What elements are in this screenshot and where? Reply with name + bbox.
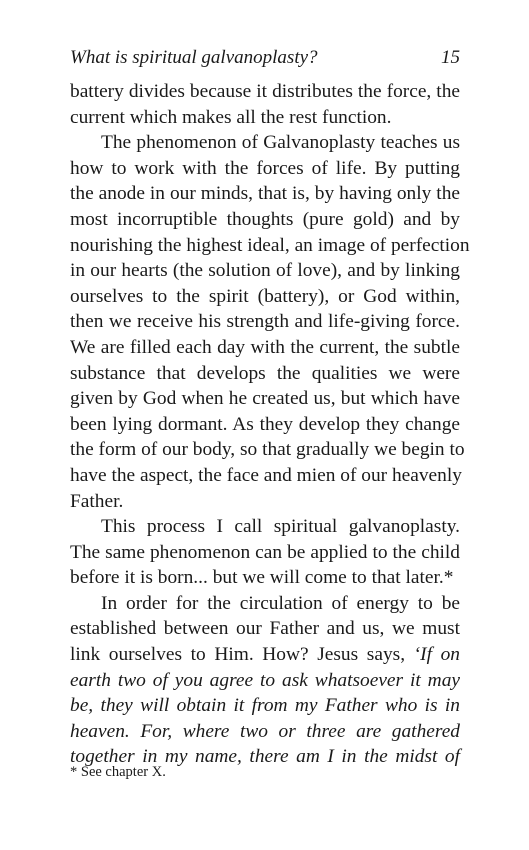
text-line: substance that develops the qualities we were bbox=[70, 362, 460, 384]
quote-line: together in my name, there am I in the midst of bbox=[70, 746, 460, 768]
footnote: * See chapter X. bbox=[70, 764, 166, 780]
chapter-title: What is spiritual galvanoplasty? bbox=[70, 47, 318, 68]
text-line: given by God when he created us, but which have bbox=[70, 388, 460, 410]
quote-line: heaven. For, where two or three are gathered bbox=[70, 720, 460, 742]
text-line: the anode in our minds, that is, by having only the bbox=[70, 183, 460, 205]
body-text bbox=[70, 79, 470, 770]
text-line: have the aspect, the face and mien of our heavenly bbox=[70, 464, 462, 486]
text-line: nourishing the highest ideal, an image of perfection bbox=[70, 234, 470, 256]
quote-line: be, they will obtain it from my Father who is in bbox=[70, 695, 460, 717]
text-line: battery divides because it distributes the force, the bbox=[70, 81, 460, 102]
text-line: The same phenomenon can be applied to the child bbox=[70, 541, 460, 563]
text-line: Father. bbox=[70, 490, 124, 512]
text-line: before it is born... but we will come to that later.* bbox=[70, 567, 454, 589]
text-line: This process I call spiritual galvanoplasty. bbox=[101, 516, 460, 538]
text-line-lead: link ourselves to Him. How? Jesus says, bbox=[70, 644, 414, 666]
text-line: most incorruptible thoughts (pure gold) and by bbox=[70, 208, 460, 230]
quote-line: earth two of you agree to ask whatsoever it may bbox=[70, 669, 460, 691]
running-head bbox=[70, 44, 460, 72]
text-line: We are filled each day with the current, the subtle bbox=[70, 336, 460, 358]
text-line: In order for the circulation of energy to be bbox=[101, 592, 460, 614]
text-line: been lying dormant. As they develop they change bbox=[70, 413, 460, 435]
text-line: in our hearts (the solution of love), and by linking bbox=[70, 260, 460, 282]
text-line bbox=[70, 642, 460, 668]
text-line: The phenomenon of Galvanoplasty teaches us bbox=[101, 132, 460, 154]
text-line: ourselves to the spirit (battery), or God within, bbox=[70, 285, 460, 307]
text-line: then we receive his strength and life-giving force. bbox=[70, 311, 460, 333]
text-line: established between our Father and us, we must bbox=[70, 618, 460, 640]
text-line: current which makes all the rest function. bbox=[70, 106, 392, 128]
quote-start: ‘If on bbox=[413, 644, 460, 666]
text-line: how to work with the forces of life. By putting bbox=[70, 157, 460, 179]
text-line: the form of our body, so that gradually we begin to bbox=[70, 439, 465, 461]
page-number: 15 bbox=[441, 47, 460, 68]
